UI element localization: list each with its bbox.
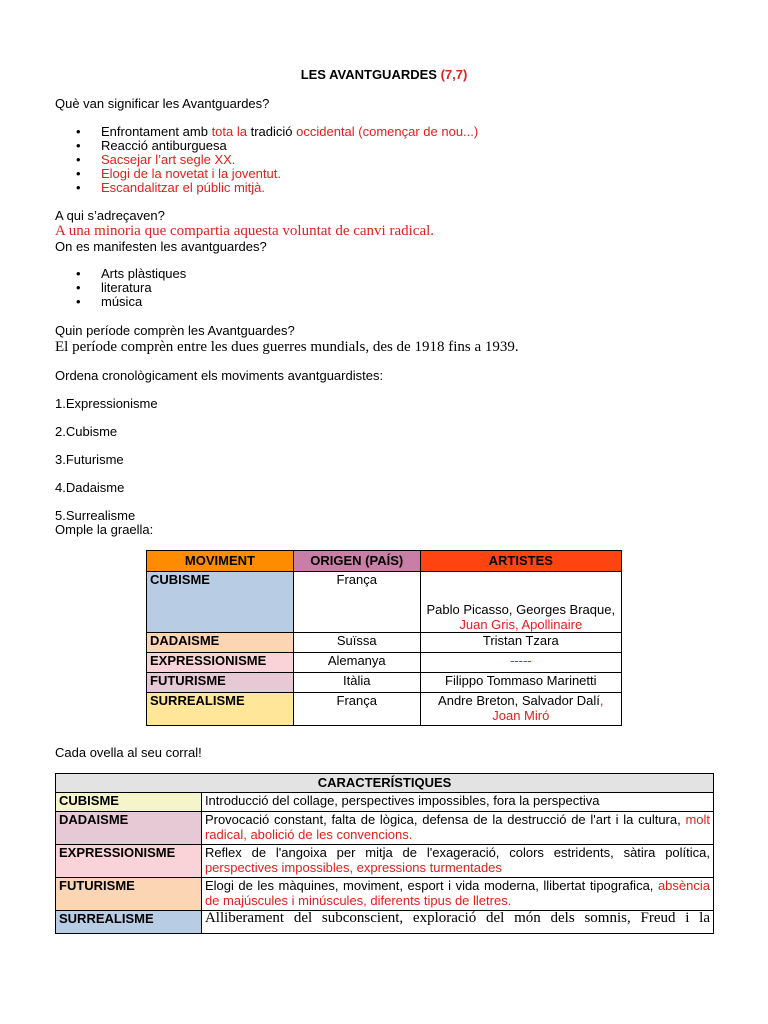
table-row: [56, 911, 714, 934]
table-row: [56, 845, 714, 878]
list-item: • Elogi de la novetat i la joventut.: [55, 167, 478, 181]
question-1: Què van significar les Avantguardes?: [55, 96, 270, 111]
movement-cell: CUBISME: [147, 572, 294, 633]
movement-cell: EXPRESSIONISME: [147, 653, 294, 673]
artists-cell: Andre Breton, Salvador Dalí, Joan Miró: [420, 693, 621, 726]
table-row: [147, 693, 622, 726]
order-item: 4.Dadaisme: [55, 480, 125, 495]
question-6: Omple la graella:: [55, 522, 154, 537]
origin-cell: Alemanya: [293, 653, 420, 673]
question-5: Ordena cronològicament els moviments avantguardistes:: [55, 368, 384, 383]
answer-2: A una minoria que compartia aquesta voluntat de canvi radical.: [55, 223, 435, 239]
origin-cell: Suïssa: [293, 633, 420, 653]
table-header-row: [147, 551, 622, 572]
table-row: [147, 653, 622, 673]
characteristics-cell: Elogi de les màquines, moviment, esport i vida moderna, llibertat tipografica, absència de majúscules i minúscules, diferents tipus de lletres.: [201, 878, 713, 911]
list-item: • Sacsejar l’art segle XX.: [55, 153, 478, 167]
origin-cell: Itàlia: [293, 673, 420, 693]
movement-cell: FUTURISME: [56, 878, 202, 911]
movement-cell: CUBISME: [56, 793, 202, 812]
movement-cell: SURREALISME: [147, 693, 294, 726]
artists-cell: -----: [420, 653, 621, 673]
list-item: • música: [55, 295, 186, 309]
header-artists: ARTISTES: [420, 551, 621, 572]
q1-bullet-list: [55, 125, 478, 195]
title-grade: (7,7): [440, 67, 468, 82]
list-item: • Escandalitzar el públic mitjà.: [55, 181, 478, 195]
header-movement: MOVIMENT: [147, 551, 294, 572]
title-text: LES AVANTGUARDES: [300, 67, 437, 82]
table-row: [56, 793, 714, 812]
table-header-row: [56, 774, 714, 793]
question-3: On es manifesten les avantguardes?: [55, 239, 267, 254]
question-7: Cada ovella al seu corral!: [55, 745, 202, 760]
order-item: 5.Surrealisme: [55, 508, 136, 523]
movement-cell: EXPRESSIONISME: [56, 845, 202, 878]
movement-cell: DADAISME: [56, 812, 202, 845]
list-item: • literatura: [55, 281, 186, 295]
document-title: [0, 67, 768, 82]
table-row: [147, 633, 622, 653]
list-item: • Enfrontament amb tota la tradició occidental (començar de nou...): [55, 125, 478, 139]
artists-cell: Pablo Picasso, Georges Braque, Juan Gris, Apollinaire: [420, 572, 621, 633]
q3-bullet-list: [55, 267, 186, 309]
order-item: 3.Futurisme: [55, 452, 124, 467]
movement-cell: SURREALISME: [56, 911, 202, 934]
header-characteristics: CARACTERÍSTIQUES: [56, 774, 714, 793]
movement-cell: FUTURISME: [147, 673, 294, 693]
header-origin: ORIGEN (PAÍS): [293, 551, 420, 572]
question-2: A qui s’adreçaven?: [55, 208, 165, 223]
origin-cell: França: [293, 693, 420, 726]
order-item: 1.Expressionisme: [55, 396, 158, 411]
characteristics-cell: Provocació constant, falta de lògica, defensa de la destrucció de l'art i la cultura, molt radical, abolició de les convencions.: [201, 812, 713, 845]
order-item: 2.Cubisme: [55, 424, 118, 439]
characteristics-cell: Introducció del collage, perspectives impossibles, fora la perspectiva: [201, 793, 713, 812]
list-item: • Reacció antiburguesa: [55, 139, 478, 153]
list-item: • Arts plàstiques: [55, 267, 186, 281]
characteristics-table: [55, 773, 714, 934]
origin-cell: França: [293, 572, 420, 633]
table-row: [56, 812, 714, 845]
artists-cell: Tristan Tzara: [420, 633, 621, 653]
movement-cell: DADAISME: [147, 633, 294, 653]
movements-table: [146, 550, 622, 726]
characteristics-cell: Alliberament del subconscient, exploració del món dels somnis, Freud i la: [201, 911, 713, 934]
characteristics-cell: Reflex de l'angoixa per mitja de l'exageració, colors estridents, sàtira política, perspectives impossibles, expressions turmentades: [201, 845, 713, 878]
table-row: [147, 572, 622, 633]
question-4: Quin període comprèn les Avantguardes?: [55, 323, 295, 338]
answer-4: El període comprèn entre les dues guerres mundials, des de 1918 fins a 1939.: [55, 339, 519, 355]
artists-cell: Filippo Tommaso Marinetti: [420, 673, 621, 693]
table-row: [147, 673, 622, 693]
table-row: [56, 878, 714, 911]
